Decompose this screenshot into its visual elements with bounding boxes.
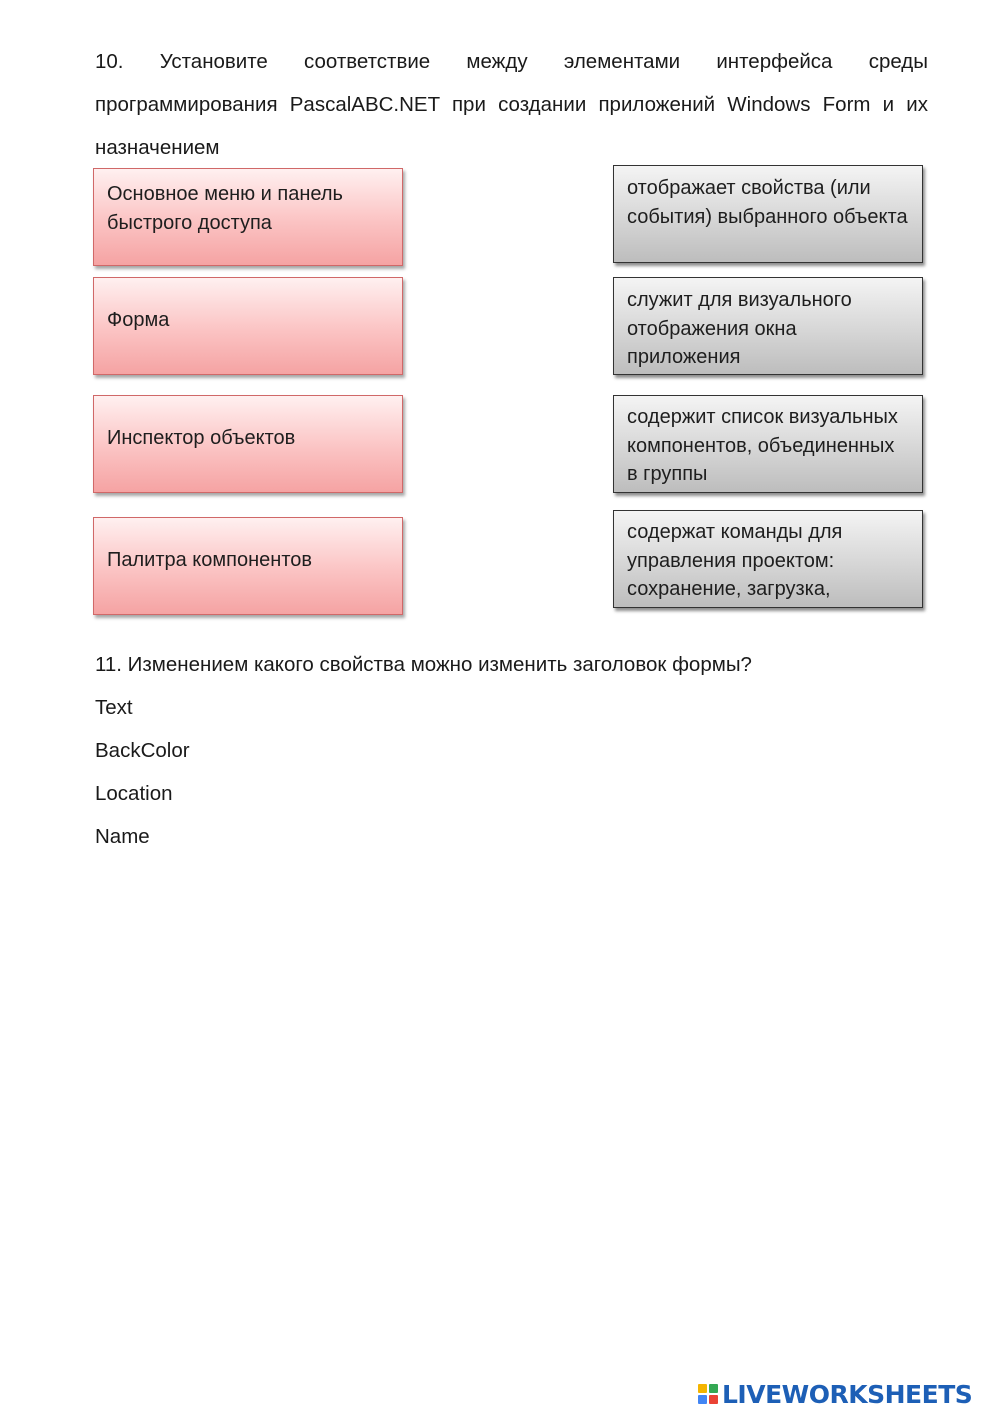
- match-right-item-2[interactable]: [613, 277, 923, 375]
- answer-option-backcolor[interactable]: BackColor: [95, 739, 190, 762]
- match-left-label: Инспектор объектов: [107, 427, 296, 450]
- match-left-item-4[interactable]: [93, 517, 403, 615]
- match-left-label: Палитра компонентов: [107, 549, 312, 572]
- logo-squares-icon: [698, 1384, 718, 1404]
- match-right-label: служит для визуального отображения окна приложения: [627, 289, 852, 368]
- answer-option-text[interactable]: Text: [95, 696, 133, 719]
- match-right-item-4[interactable]: [613, 510, 923, 608]
- logo-square: [709, 1384, 718, 1393]
- logo-square: [709, 1395, 718, 1404]
- answer-option-location[interactable]: Location: [95, 782, 173, 805]
- match-right-item-1[interactable]: [613, 165, 923, 263]
- match-left-label: Форма: [107, 309, 170, 332]
- logo-text: LIVEWORKSHEETS: [722, 1379, 973, 1409]
- logo-square: [698, 1395, 707, 1404]
- match-right-label: содержат команды для управления проектом: сохранение, загрузка,: [627, 521, 843, 600]
- match-right-item-3[interactable]: [613, 395, 923, 493]
- match-left-item-3[interactable]: [93, 395, 403, 493]
- logo-square: [698, 1384, 707, 1393]
- question-10-text: 10. Установите соответствие между элементами интерфейса среды программирования PascalABC.NET при создании приложений Windows Form и их назначением: [95, 50, 928, 159]
- liveworksheets-logo: [698, 1379, 972, 1409]
- match-left-item-2[interactable]: [93, 277, 403, 375]
- match-right-label: содержит список визуальных компонентов, объединенных в группы: [627, 406, 898, 485]
- answer-option-name[interactable]: Name: [95, 825, 150, 848]
- match-left-label: Основное меню и панель быстрого доступа: [107, 183, 343, 234]
- match-right-label: отображает свойства (или события) выбранного объекта: [627, 177, 908, 228]
- question-11-text: 11. Изменением какого свойства можно изменить заголовок формы?: [95, 653, 752, 676]
- match-left-item-1[interactable]: [93, 168, 403, 266]
